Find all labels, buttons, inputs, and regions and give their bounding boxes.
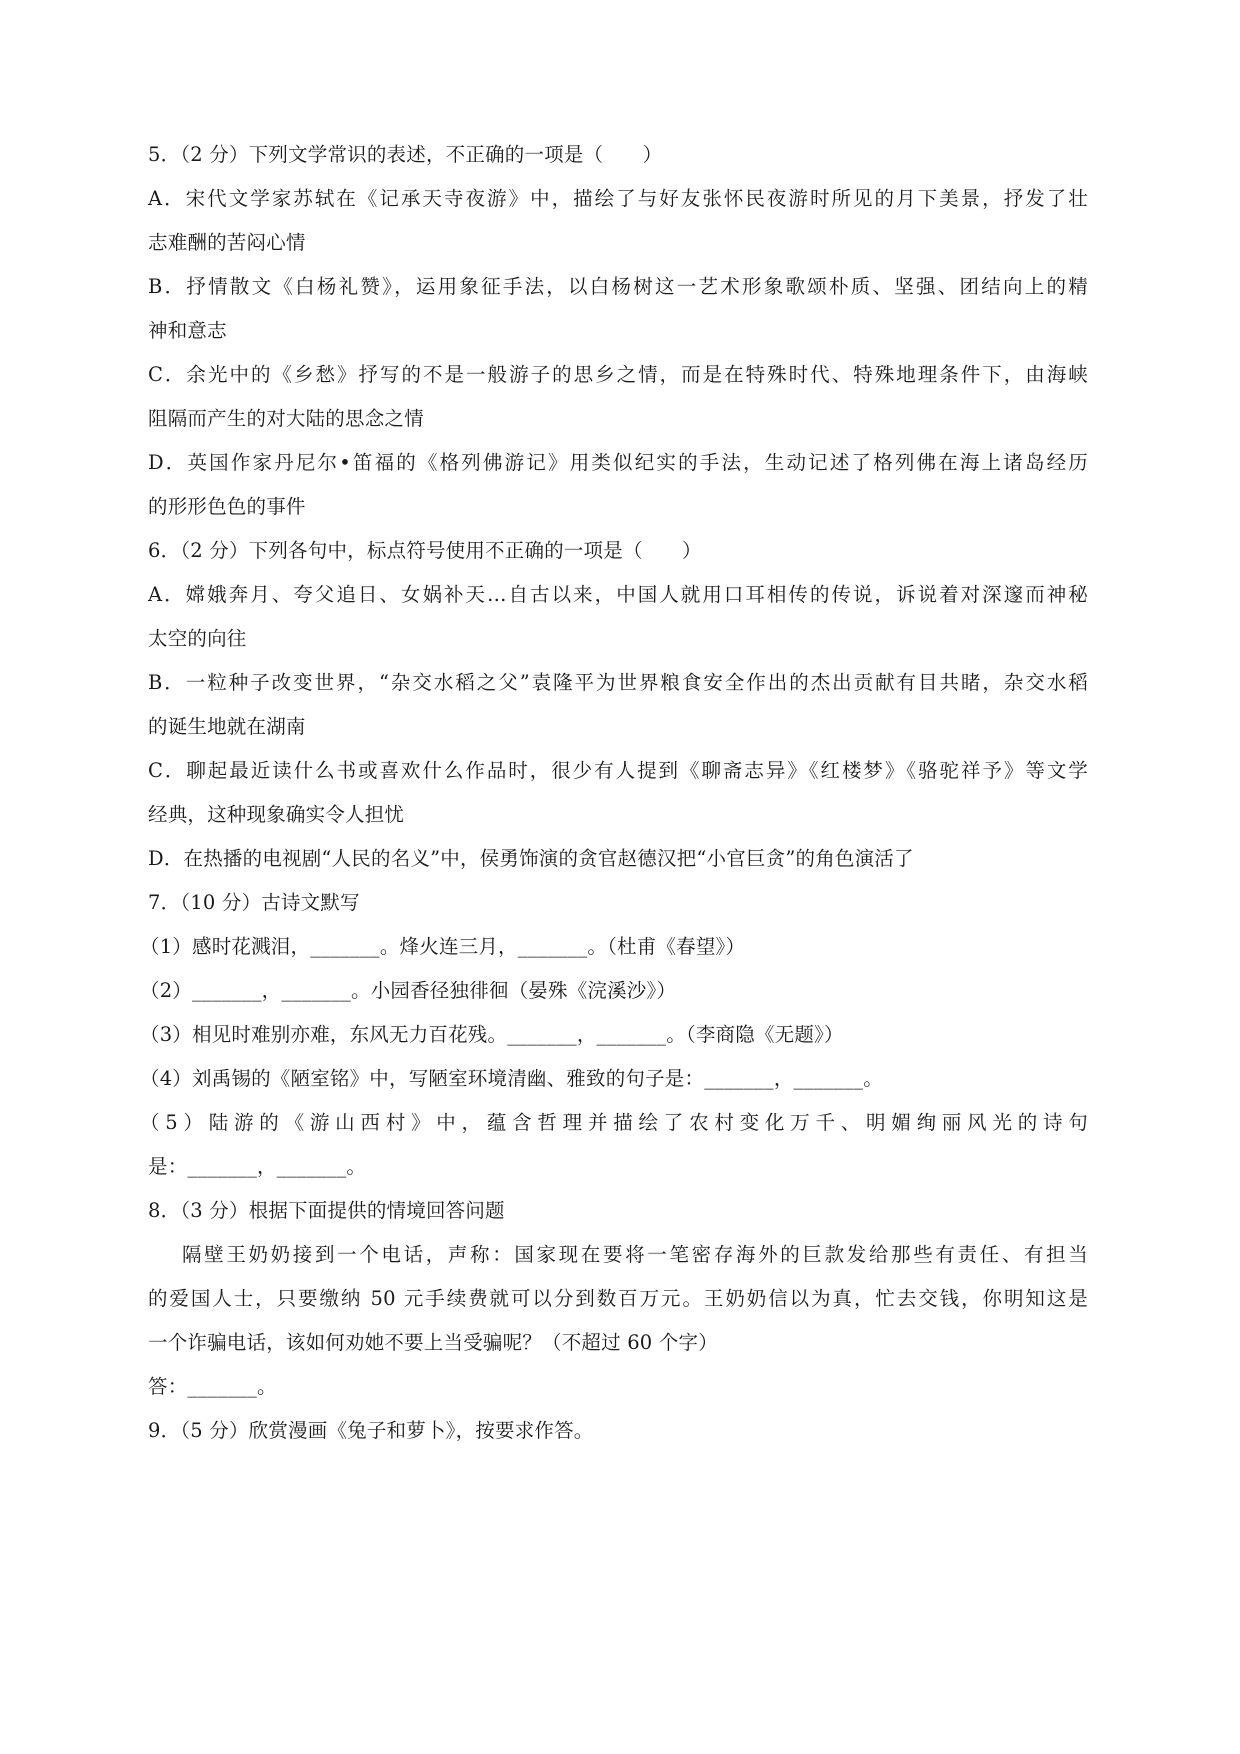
question-5-option-a: A．宋代文学家苏轼在《记承天寺夜游》中，描绘了与好友张怀民夜游时所见的月下美景，抒发了壮 <box>148 187 1088 210</box>
question-6-option-a: A．嫦娥奔月、夸父追日、女娲补天…自古以来，中国人就用口耳相传的传说，诉说着对深邃而神秘 <box>148 583 1088 606</box>
question-7-item-3: （3）相见时难别亦难，东风无力百花残。_______，_______。（李商隐《无题》） <box>140 1023 844 1046</box>
question-5-option-a-cont: 志难酬的苦闷心情 <box>148 231 306 254</box>
question-6-option-a-cont: 太空的向往 <box>148 627 247 650</box>
question-6-option-b: B．一粒种子改变世界，“杂交水稻之父”袁隆平为世界粮食安全作出的杰出贡献有目共睹，杂交水稻 <box>148 671 1088 694</box>
question-5-option-c-cont: 阻隔而产生的对大陆的思念之情 <box>148 407 424 430</box>
question-9-stem: 9．（5 分）欣赏漫画《兔子和萝卜》，按要求作答。 <box>148 1419 594 1442</box>
question-6-option-c-cont: 经典，这种现象确实令人担忧 <box>148 803 405 826</box>
question-6-option-d: D．在热播的电视剧“人民的名义”中，侯勇饰演的贪官赵德汉把“小官巨贪”的角色演活了 <box>148 847 914 870</box>
question-7-item-5: （5）陆游的《游山西村》中，蕴含哲理并描绘了农村变化万千、明媚绚丽风光的诗句 <box>140 1111 1088 1134</box>
question-5-option-d-cont: 的形形色色的事件 <box>148 495 306 518</box>
question-7-stem: 7．（10 分）古诗文默写 <box>148 891 360 914</box>
question-7-item-5-cont: 是：_______，_______。 <box>148 1155 367 1178</box>
question-5-option-c: C．余光中的《乡愁》抒写的不是一般游子的思乡之情，而是在特殊时代、特殊地理条件下，由海峡 <box>148 363 1088 386</box>
question-7-item-2: （2）_______，_______。小园香径独徘徊（晏殊《浣溪沙》） <box>140 979 677 1002</box>
question-8-stem: 8．（3 分）根据下面提供的情境回答问题 <box>148 1199 505 1222</box>
question-6-stem: 6．（2 分）下列各句中，标点符号使用不正确的一项是（ ） <box>148 539 702 562</box>
question-8-passage-line-3: 一个诈骗电话，该如何劝她不要上当受骗呢？（不超过 60 个字） <box>148 1331 718 1354</box>
question-6-option-c: C．聊起最近读什么书或喜欢什么作品时，很少有人提到《聊斋志异》《红楼梦》《骆驼祥予》等文学 <box>148 759 1088 782</box>
question-8-passage-line-2: 的爱国人士，只要缴纳 50 元手续费就可以分到数百万元。王奶奶信以为真，忙去交钱，你明知这是 <box>148 1287 1088 1310</box>
question-8-passage-line-1: 隔壁王奶奶接到一个电话，声称：国家现在要将一笔密存海外的巨款发给那些有责任、有担当 <box>182 1243 1088 1266</box>
question-5-option-b: B．抒情散文《白杨礼赞》，运用象征手法，以白杨树这一艺术形象歌颂朴质、坚强、团结向上的精 <box>148 275 1088 298</box>
question-7-item-4: （4）刘禹锡的《陋室铭》中，写陋室环境清幽、雅致的句子是：_______，_______。 <box>140 1067 883 1090</box>
question-6-option-b-cont: 的诞生地就在湖南 <box>148 715 306 738</box>
question-7-item-1: （1）感时花溅泪，_______。烽火连三月，_______。（杜甫《春望》） <box>140 935 746 958</box>
question-5-option-d: D．英国作家丹尼尔•笛福的《格列佛游记》用类似纪实的手法，生动记述了格列佛在海上诸岛经历 <box>148 451 1088 474</box>
question-5-stem: 5．（2 分）下列文学常识的表述，不正确的一项是（ ） <box>148 143 663 166</box>
question-8-answer: 答：_______。 <box>148 1375 277 1398</box>
question-5-option-b-cont: 神和意志 <box>148 319 227 342</box>
